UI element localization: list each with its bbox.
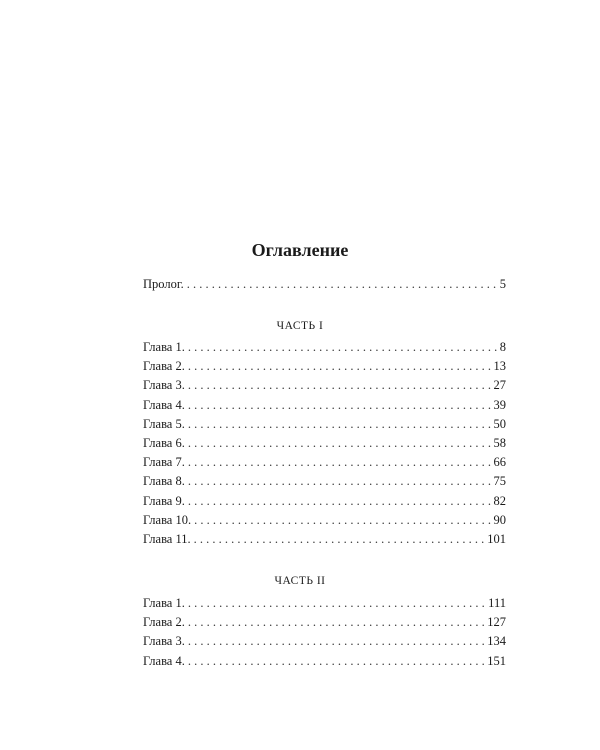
toc-entry-chapter <box>143 632 506 651</box>
toc-entry-chapter <box>143 396 506 415</box>
toc-entry-label: Глава 1. <box>143 340 185 354</box>
part-2-chapter-list <box>143 594 506 671</box>
dot-leader <box>194 511 490 530</box>
toc-entry-label: Глава 8. <box>143 474 185 489</box>
toc-entry-page: 75 <box>493 474 506 489</box>
dot-leader <box>187 275 497 294</box>
toc-entry-chapter <box>143 530 506 549</box>
toc-entry-label: Пролог. <box>143 277 184 291</box>
dot-leader <box>188 434 491 453</box>
toc-entry-label: Глава 6. <box>143 435 185 450</box>
toc-entry-prologue <box>143 275 506 294</box>
toc-entry-label: Глава 5. <box>143 416 185 431</box>
toc-entry-chapter <box>143 472 506 491</box>
toc-entry-label: Глава 1. <box>143 596 185 610</box>
dot-leader <box>194 530 485 549</box>
toc-entry-label: Глава 3. <box>143 634 185 649</box>
toc-entry-page: 127 <box>487 615 506 630</box>
toc-entry-label: Глава 4. <box>143 397 185 412</box>
dot-leader <box>188 415 491 434</box>
toc-entry-page: 13 <box>493 359 506 374</box>
toc-entry-page: 39 <box>493 397 506 412</box>
toc-entry-page: 111 <box>488 596 506 610</box>
toc-entry-page: 8 <box>499 340 506 354</box>
toc-title: Оглавление <box>251 240 349 260</box>
toc-entry-page: 101 <box>487 531 506 546</box>
dot-leader <box>188 376 491 395</box>
toc-entry-page: 66 <box>493 455 506 470</box>
toc-entry-label: Глава 2. <box>143 359 185 374</box>
toc-entry-label: Глава 4. <box>143 653 185 668</box>
toc-entry-page: 5 <box>499 277 506 291</box>
toc-entry-page: 50 <box>493 416 506 431</box>
toc-entry-chapter <box>143 511 506 530</box>
toc-entry-page: 134 <box>487 634 506 649</box>
dot-leader <box>188 492 491 511</box>
toc-entry-chapter <box>143 594 506 613</box>
toc-entry-chapter <box>143 613 506 632</box>
dot-leader <box>188 472 491 491</box>
toc-entry-label: Глава 9. <box>143 493 185 508</box>
part-2-heading: ЧАСТЬ II <box>274 575 326 587</box>
dot-leader <box>188 338 497 357</box>
toc-entry-chapter <box>143 415 506 434</box>
toc-entry-label: Глава 2. <box>143 615 185 630</box>
dot-leader <box>188 594 485 613</box>
dot-leader <box>188 453 491 472</box>
toc-entry-chapter <box>143 492 506 511</box>
toc-entry-page: 58 <box>493 435 506 450</box>
toc-entry-chapter <box>143 434 506 453</box>
toc-entry-page: 82 <box>493 493 506 508</box>
part-1-chapter-list <box>143 338 506 549</box>
dot-leader <box>188 632 484 651</box>
toc-entry-page: 151 <box>487 653 506 668</box>
toc-entry-label: Глава 3. <box>143 378 185 393</box>
dot-leader <box>188 613 484 632</box>
toc-entry-chapter <box>143 376 506 395</box>
toc-entry-label: Глава 11. <box>143 531 191 546</box>
dot-leader <box>188 652 484 671</box>
toc-entry-chapter <box>143 357 506 376</box>
toc-entry-label: Глава 10. <box>143 512 192 527</box>
toc-prologue-block <box>143 275 506 294</box>
toc-entry-page: 27 <box>493 378 506 393</box>
toc-entry-chapter <box>143 652 506 671</box>
toc-entry-label: Глава 7. <box>143 455 185 470</box>
toc-entry-page: 90 <box>493 512 506 527</box>
toc-entry-chapter <box>143 453 506 472</box>
toc-entry-chapter <box>143 338 506 357</box>
part-1-heading: ЧАСТЬ I <box>276 320 324 332</box>
dot-leader <box>188 396 491 415</box>
dot-leader <box>188 357 491 376</box>
